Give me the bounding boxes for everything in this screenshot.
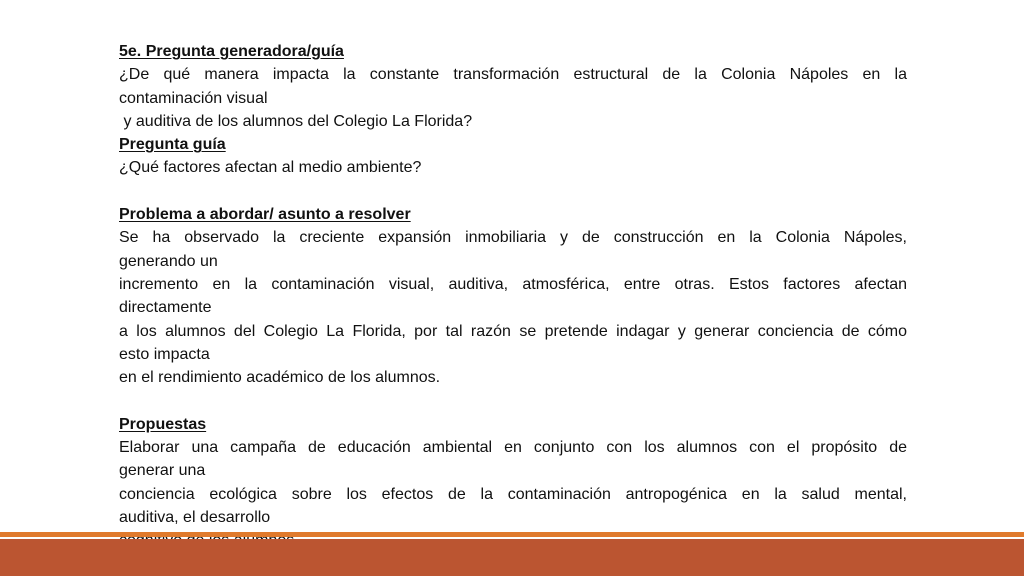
paragraph-line: ¿Qué factores afectan al medio ambiente? [119, 159, 422, 177]
paragraph-line: conciencia ecológica sobre los efectos de la contaminación antropogénica en la salud mental, [119, 485, 907, 503]
paragraph-line: ¿De qué manera impacta la constante transformación estructural de la Colonia Nápoles en la [119, 66, 907, 84]
paragraph-line: Elaborar una campaña de educación ambiental en conjunto con los alumnos con el propósito de [119, 439, 907, 457]
footer-bar [0, 539, 1024, 576]
paragraph-line: contaminación visual [119, 89, 268, 107]
paragraph-line: directamente [119, 299, 212, 317]
slide-body [119, 40, 907, 553]
paragraph-line: y auditiva de los alumnos del Colegio La Florida? [119, 112, 473, 130]
paragraph-line: auditiva, el desarrollo [119, 508, 271, 526]
paragraph-line: generando un [119, 252, 218, 270]
section-heading-propuestas: Propuestas [119, 415, 207, 433]
blank-line [119, 389, 907, 412]
section-heading-pregunta-guia: Pregunta guía [119, 136, 226, 154]
paragraph-line: Se ha observado la creciente expansión inmobiliaria y de construcción en la Colonia Nápoles, [119, 229, 907, 247]
paragraph-line: incremento en la contaminación visual, auditiva, atmosférica, entre otras. Estos factores afectan [119, 275, 907, 293]
paragraph-line: esto impacta [119, 345, 210, 363]
footer-accent-line [0, 532, 1024, 537]
paragraph-line: en el rendimiento académico de los alumnos. [119, 369, 441, 387]
paragraph-line: generar una [119, 462, 206, 480]
section-heading-pregunta-generadora: 5e. Pregunta generadora/guía [119, 43, 344, 60]
blank-line [119, 180, 907, 203]
section-heading-problema: Problema a abordar/ asunto a resolver [119, 206, 411, 224]
paragraph-line: a los alumnos del Colegio La Florida, por tal razón se pretende indagar y generar conciencia de cómo [119, 322, 907, 340]
